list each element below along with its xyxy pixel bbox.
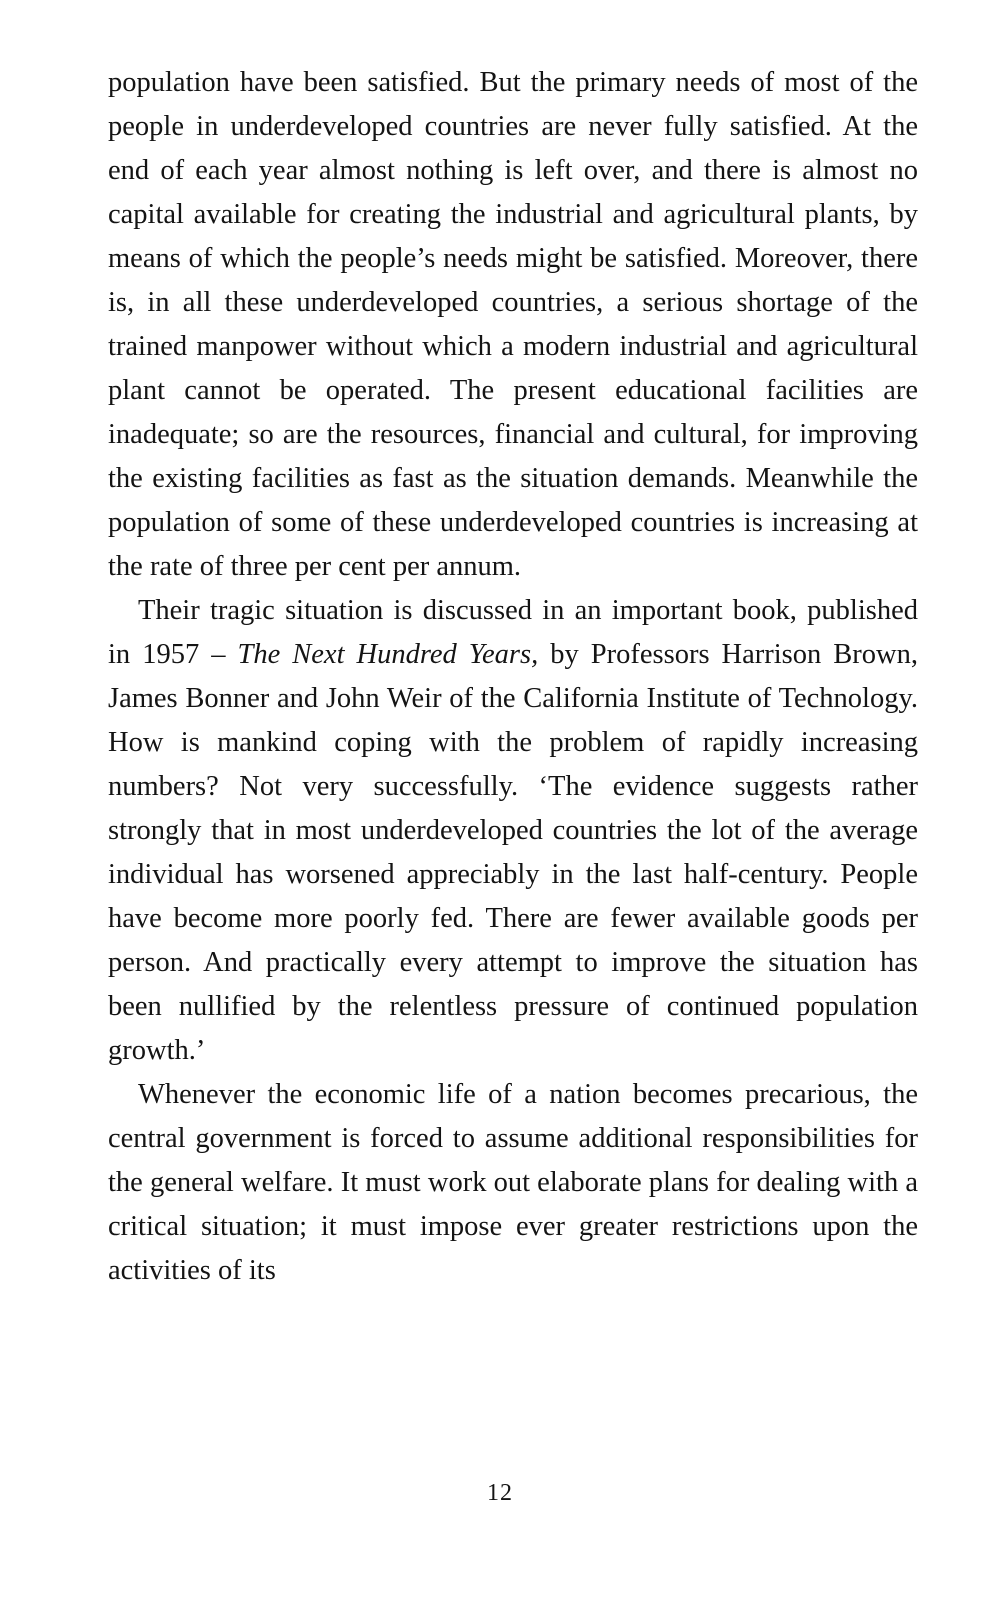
publication-year: 1957	[142, 639, 200, 670]
em-dash: –	[199, 639, 238, 670]
paragraph-2-remainder: by Professors Harrison Brown, James Bonner and John Weir of the California Institute of Technology. How is mankind coping with the problem of rapidly increasing numbers? Not very successfully. ‘The evidence suggests rather strongly that in most underdeveloped countries the lot of the average individual has worsened appreciably in the last half-century. People have become more poorly fed. There are fewer available goods per person. And practically every attempt to improve the situation has been nullified by the relentless pressure of continued population growth.’	[108, 639, 919, 1066]
book-title: The Next Hundred Years,	[237, 639, 539, 670]
paragraph-book-discussion	[108, 589, 918, 1073]
body-text	[108, 61, 918, 1293]
paragraph-continuation: population have been satisfied. But the primary needs of most of the people in underdeveloped countries are never fully satisfied. At the end of each year almost nothing is left over, and there is almost no capital available for creating the industrial and agricultural plants, by means of which the people’s needs might be satisfied. Moreover, there is, in all these underdeveloped countries, a serious shortage of the trained manpower without which a modern industrial and agricultural plant cannot be operated. The present educational facilities are inadequate; so are the resources, financial and cultural, for improving the existing facilities as fast as the situation demands. Meanwhile the population of some of these underdeveloped countries is increasing at the rate of three per cent per annum.	[108, 67, 918, 582]
paragraph-government: Whenever the economic life of a nation becomes precarious, the central government is forced to assume additional responsibilities for the general welfare. It must work out elaborate plans for dealing with a critical situation; it must impose ever greater restrictions upon the activities of its	[108, 1079, 918, 1286]
paragraph-2-opening: Their tragic situation is discussed in an important book, published in	[108, 595, 918, 670]
page-number: 12	[487, 1480, 513, 1506]
